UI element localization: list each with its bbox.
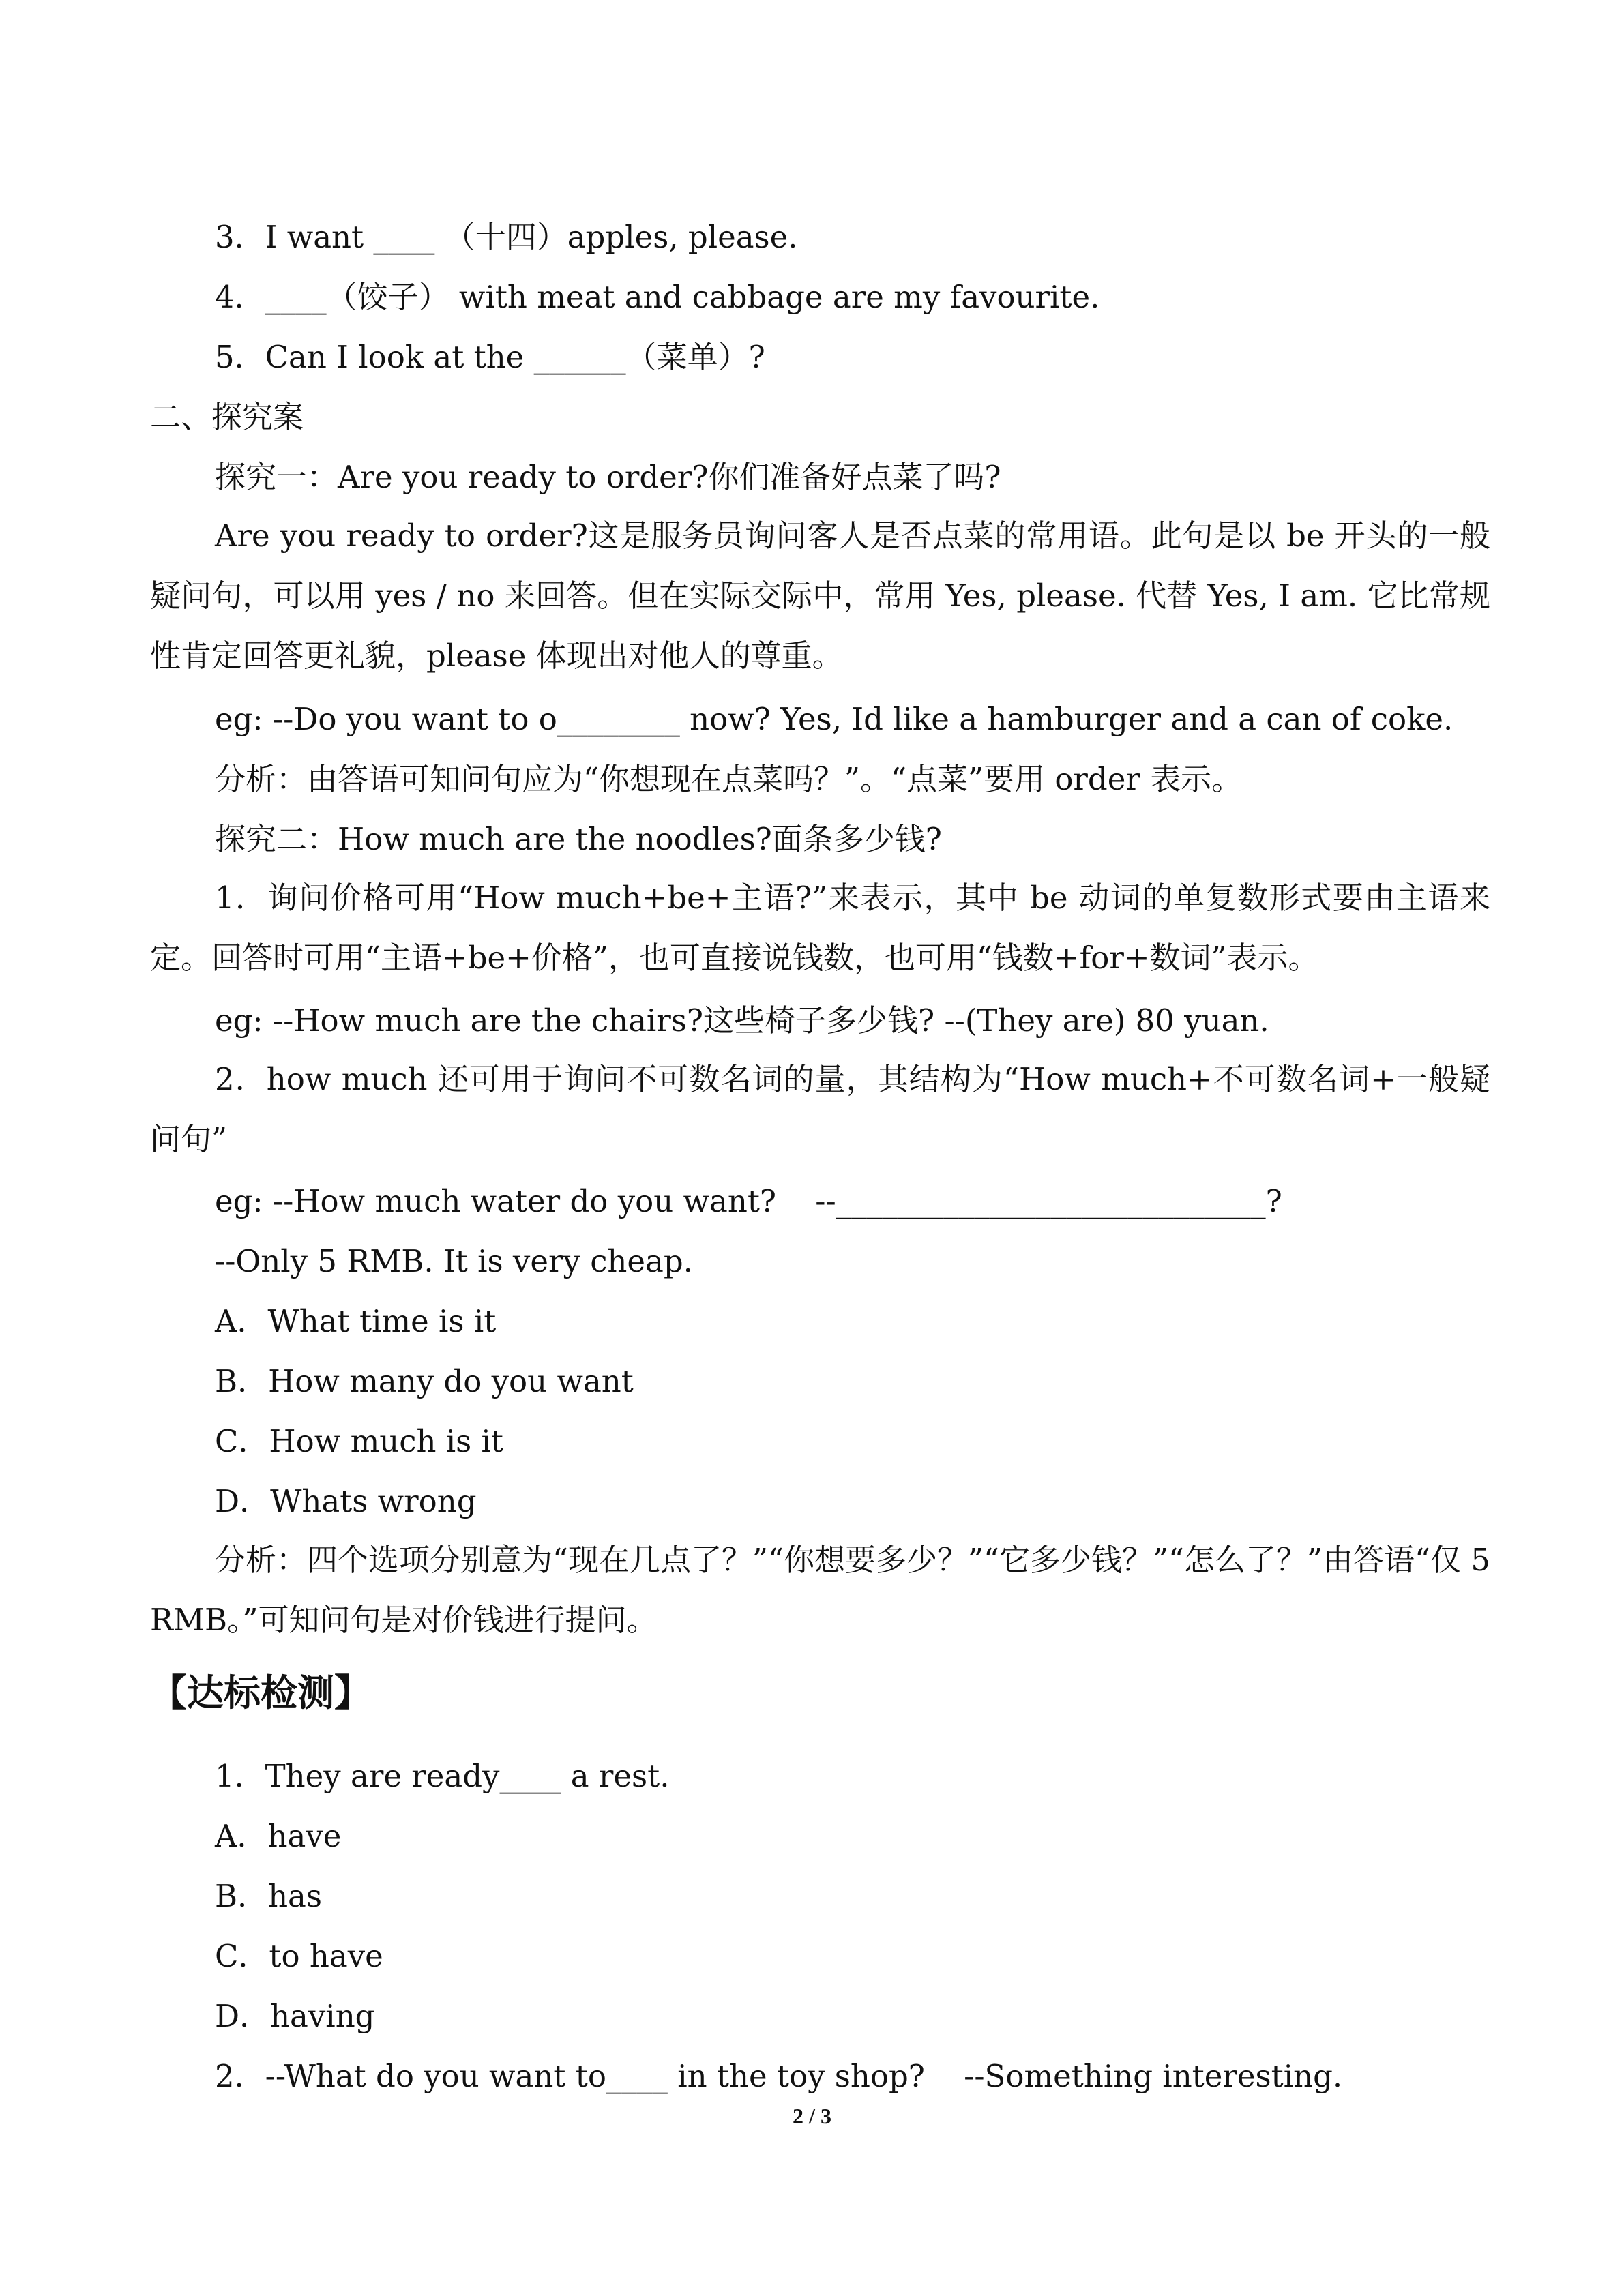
check-q1-option-a: A．have (215, 1818, 342, 1854)
page-number: 2 / 3 (793, 2104, 831, 2128)
check-q1-option-c: C．to have (215, 1938, 383, 1974)
probe1-title: 探究一：Are you ready to order?你们准备好点菜了吗? (215, 459, 1001, 495)
exercise-5: 5．Can I look at the ______（菜单）? (215, 339, 765, 375)
probe2-point1: 1．询问价格可用“How much+be+主语?”来表示，其中 be 动词的单复数形式要由主语来定。回答时可用“主语+be+价格”，也可直接说钱数，也可用“钱数+for+数词”表示。 (150, 880, 1490, 976)
check-heading: 【达标检测】 (150, 1671, 371, 1714)
exercise-3: 3．I want ____ （十四）apples, please. (215, 219, 798, 255)
probe2-point2: 2．how much 还可用于询问不可数名词的量，其结构为“How much+不可数名词+一般疑问句” (150, 1061, 1490, 1157)
probe2-option-d: D．Whats wrong (215, 1483, 477, 1519)
probe2-analysis: 分析：四个选项分别意为“现在几点了？”“你想要多少？”“它多少钱？”“怎么了？”由答语“仅 5RMB。”可知问句是对价钱进行提问。 (150, 1542, 1490, 1638)
check-question-2: 2．--What do you want to____ in the toy shop? --Something interesting. (215, 2058, 1343, 2094)
probe1-example: eg: --Do you want to o________ now? Yes, Id like a hamburger and a can of coke. (215, 701, 1453, 737)
probe1-explanation: Are you ready to order?这是服务员询问客人是否点菜的常用语。此句是以 be 开头的一般疑问句，可以用 yes / no 来回答。但在实际交际中，常用 Yes, please. 代替 Yes, I am. 它比常规性肯定回答更礼貌，please 体现出对他人的尊重。 (150, 518, 1490, 674)
check-q1-option-d: D．having (215, 1998, 375, 2034)
check-question-1: 1．They are ready____ a rest. (215, 1758, 670, 1794)
probe2-option-a: A．What time is it (215, 1303, 497, 1339)
probe2-example2-question: eg: --How much water do you want? --____________________________? (215, 1183, 1282, 1219)
probe1-analysis: 分析：由答语可知问句应为“你想现在点菜吗？”。“点菜”要用 order 表示。 (215, 761, 1243, 797)
probe2-option-b: B．How many do you want (215, 1363, 634, 1399)
probe2-example1: eg: --How much are the chairs?这些椅子多少钱? --(They are) 80 yuan. (215, 1002, 1269, 1039)
probe2-option-c: C．How much is it (215, 1423, 503, 1459)
section-two-heading: 二、探究案 (150, 399, 304, 435)
probe2-example2-answer: --Only 5 RMB. It is very cheap. (215, 1243, 693, 1279)
check-q1-option-b: B．has (215, 1878, 322, 1914)
probe2-title: 探究二：How much are the noodles?面条多少钱? (215, 821, 942, 857)
exercise-4: 4．____（饺子） with meat and cabbage are my favourite. (215, 279, 1100, 315)
